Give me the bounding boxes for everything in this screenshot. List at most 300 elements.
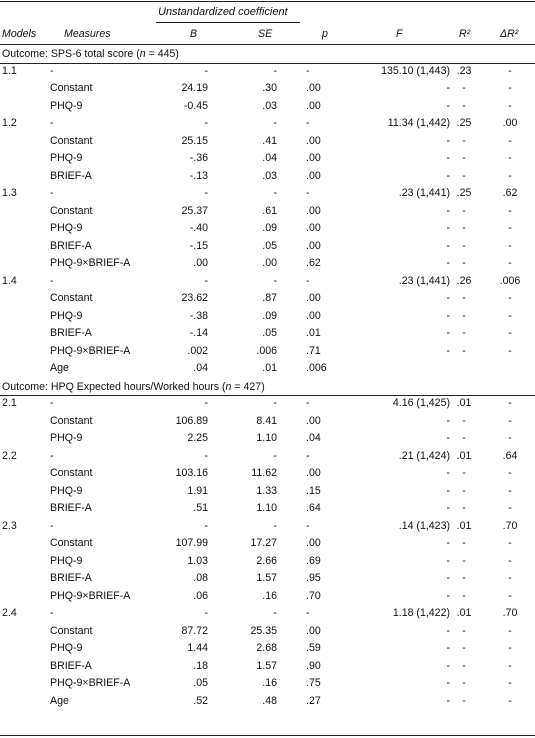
- cell-measure: -: [50, 117, 54, 129]
- cell-f: -: [446, 169, 450, 182]
- cell-b: 87.72: [181, 624, 208, 637]
- cell-delta-r2: -: [508, 134, 512, 147]
- cell-delta-r2: -: [508, 554, 512, 567]
- cell-delta-r2: -: [508, 414, 512, 427]
- cell-se: .41: [262, 134, 277, 147]
- cell-se: 8.41: [256, 414, 277, 427]
- cell-b: 103.16: [175, 467, 208, 479]
- header-r2: R²: [459, 28, 471, 40]
- cell-se: 25.35: [250, 624, 277, 637]
- cell-f: 1.18 (1,422): [392, 607, 450, 619]
- table-row: [0, 675, 535, 692]
- cell-p: .04: [306, 432, 321, 444]
- cell-measure: -: [50, 64, 54, 77]
- cell-delta-r2: -: [508, 64, 512, 77]
- cell-f: 11.34 (1,442): [387, 117, 450, 129]
- cell-f: -: [446, 624, 450, 637]
- cell-f: 135.10 (1,443): [381, 64, 450, 77]
- header-models: Models: [2, 28, 37, 40]
- cell-r2: -: [462, 484, 466, 497]
- cell-p: .69: [306, 554, 321, 567]
- table-row: [0, 465, 535, 482]
- cell-f: -: [446, 292, 450, 304]
- cell-b: -: [204, 397, 208, 409]
- cell-measure: BRIEF-A: [50, 239, 92, 252]
- cell-b: -.13: [189, 169, 208, 182]
- cell-se: 2.68: [256, 642, 277, 654]
- cell-f: -: [446, 344, 450, 357]
- header-rule: [0, 44, 535, 45]
- cell-r2: -: [462, 677, 466, 689]
- cell-f: -: [446, 309, 450, 322]
- cell-f: -: [446, 572, 450, 584]
- cell-model: 1.2: [2, 117, 17, 129]
- cell-delta-r2: -: [508, 344, 512, 357]
- cell-p: .70: [306, 589, 321, 602]
- cell-r2: -: [462, 537, 466, 549]
- cell-se: .03: [262, 169, 277, 182]
- cell-p: -: [306, 519, 310, 532]
- cell-measure: PHQ-9: [50, 432, 83, 444]
- cell-p: .00: [306, 99, 321, 112]
- cell-p: .00: [306, 134, 321, 147]
- cell-r2: -: [462, 222, 466, 234]
- cell-b: .04: [193, 362, 208, 374]
- cell-b: .002: [187, 344, 208, 357]
- cell-p: .00: [306, 624, 321, 637]
- cell-delta-r2: -: [508, 309, 512, 322]
- table-row: [0, 413, 535, 430]
- cell-measure: PHQ-9: [50, 554, 83, 567]
- table-row: [0, 325, 535, 342]
- cell-b: -: [204, 519, 208, 532]
- cell-r2: -: [462, 99, 466, 112]
- cell-se: .48: [262, 694, 277, 707]
- cell-r2: -: [462, 642, 466, 654]
- cell-p: -: [306, 607, 310, 619]
- cell-delta-r2: .62: [502, 187, 518, 199]
- table-row: [0, 343, 535, 360]
- cell-r2: .25: [456, 117, 472, 129]
- cell-model: 2.4: [2, 607, 17, 619]
- cell-measure: -: [50, 274, 54, 287]
- cell-f: .21 (1,424): [398, 449, 450, 462]
- cell-r2: -: [462, 502, 466, 514]
- cell-se: .00: [262, 257, 277, 269]
- cell-measure: BRIEF-A: [50, 659, 92, 672]
- cell-delta-r2: -: [508, 292, 512, 304]
- cell-f: -: [446, 414, 450, 427]
- cell-f: -: [446, 432, 450, 444]
- section-title: Outcome: HPQ Expected hours/Worked hours (n = 427): [2, 380, 265, 393]
- cell-b: -: [204, 449, 208, 462]
- cell-b: 1.91: [187, 484, 208, 497]
- cell-r2: .23: [456, 64, 472, 77]
- cell-r2: -: [462, 292, 466, 304]
- cell-p: -: [306, 64, 310, 77]
- cell-r2: -: [462, 309, 466, 322]
- cell-r2: -: [462, 169, 466, 182]
- cell-r2: .01: [456, 519, 472, 532]
- cell-f: -: [446, 152, 450, 164]
- cell-delta-r2: -: [508, 432, 512, 444]
- cell-r2: -: [462, 624, 466, 637]
- cell-se: 1.57: [256, 659, 277, 672]
- cell-delta-r2: .70: [502, 519, 518, 532]
- cell-delta-r2: -: [508, 152, 512, 164]
- table-row: [0, 553, 535, 570]
- cell-delta-r2: -: [508, 169, 512, 182]
- cell-p: .00: [306, 222, 321, 234]
- cell-f: -: [446, 642, 450, 654]
- cell-b: -: [204, 607, 208, 619]
- table-row: [0, 500, 535, 517]
- cell-se: .05: [262, 239, 277, 252]
- section-title: Outcome: SPS-6 total score (n = 445): [2, 48, 179, 60]
- cell-r2: -: [462, 239, 466, 252]
- cell-delta-r2: -: [508, 204, 512, 217]
- cell-measure: Constant: [50, 82, 93, 94]
- cell-b: 23.62: [181, 292, 208, 304]
- cell-se: .87: [262, 292, 277, 304]
- cell-delta-r2: .00: [502, 117, 518, 129]
- cell-delta-r2: -: [508, 589, 512, 602]
- cell-f: -: [446, 99, 450, 112]
- cell-f: -: [446, 659, 450, 672]
- cell-delta-r2: -: [508, 572, 512, 584]
- cell-p: .95: [306, 572, 321, 584]
- cell-p: .00: [306, 537, 321, 549]
- cell-measure: Constant: [50, 414, 93, 427]
- cell-b: 1.44: [187, 642, 208, 654]
- cell-delta-r2: -: [508, 99, 512, 112]
- cell-f: .23 (1,441): [398, 187, 450, 199]
- cell-delta-r2: -: [508, 257, 512, 269]
- table-row: [0, 63, 535, 80]
- cell-r2: .01: [456, 607, 472, 619]
- cell-measure: Constant: [50, 204, 93, 217]
- table-row: [0, 238, 535, 255]
- cell-delta-r2: -: [508, 239, 512, 252]
- top-rule: [0, 1, 535, 2]
- cell-measure: BRIEF-A: [50, 572, 92, 584]
- cell-b: 1.03: [187, 554, 208, 567]
- cell-se: 1.33: [256, 484, 277, 497]
- cell-p: .006: [306, 362, 327, 374]
- cell-f: -: [446, 239, 450, 252]
- table-row: [0, 80, 535, 97]
- cell-r2: .01: [456, 449, 472, 462]
- table-row: [0, 168, 535, 185]
- cell-b: 25.37: [181, 204, 208, 217]
- header-b: B: [190, 28, 198, 40]
- cell-measure: PHQ-9×BRIEF-A: [50, 344, 131, 357]
- header-p: p: [322, 28, 328, 40]
- cell-b: 24.19: [181, 82, 208, 94]
- cell-delta-r2: -: [508, 484, 512, 497]
- cell-r2: -: [462, 589, 466, 602]
- cell-se: .09: [262, 309, 277, 322]
- cell-f: 4.16 (1,425): [392, 397, 450, 409]
- cell-se: .03: [262, 99, 277, 112]
- table-row: [0, 518, 535, 535]
- cell-r2: -: [462, 344, 466, 357]
- cell-se: -: [273, 274, 277, 287]
- cell-r2: -: [462, 414, 466, 427]
- cell-b: .00: [193, 257, 208, 269]
- table-row: [0, 448, 535, 465]
- cell-p: .90: [306, 659, 321, 672]
- cell-p: .15: [306, 484, 321, 497]
- cell-f: .23 (1,441): [398, 274, 450, 287]
- cell-measure: PHQ-9: [50, 99, 83, 112]
- cell-r2: .25: [456, 187, 472, 199]
- cell-b: -.40: [189, 222, 208, 234]
- cell-delta-r2: -: [508, 624, 512, 637]
- table-row: [0, 535, 535, 552]
- table-row: [0, 360, 535, 377]
- cell-r2: -: [462, 694, 466, 707]
- cell-se: 17.27: [250, 537, 277, 549]
- table-row: [0, 395, 535, 412]
- cell-measure: PHQ-9×BRIEF-A: [50, 677, 131, 689]
- cell-r2: -: [462, 572, 466, 584]
- table-row: [0, 133, 535, 150]
- cell-delta-r2: -: [508, 694, 512, 707]
- cell-p: -: [306, 187, 310, 199]
- table-row: [0, 185, 535, 202]
- cell-f: -: [446, 502, 450, 514]
- table-row: [0, 220, 535, 237]
- cell-se: -: [273, 117, 277, 129]
- cell-measure: -: [50, 607, 54, 619]
- header-measures: Measures: [64, 28, 111, 40]
- cell-f: -: [446, 327, 450, 339]
- cell-b: -.15: [189, 239, 208, 252]
- cell-measure: PHQ-9: [50, 152, 83, 164]
- cell-p: .75: [306, 677, 321, 689]
- cell-se: .01: [262, 362, 277, 374]
- cell-f: -: [446, 589, 450, 602]
- cell-measure: Constant: [50, 292, 93, 304]
- cell-b: -: [204, 117, 208, 129]
- cell-se: .09: [262, 222, 277, 234]
- cell-measure: Age: [50, 362, 69, 374]
- cell-b: 107.99: [175, 537, 208, 549]
- cell-r2: -: [462, 152, 466, 164]
- cell-measure: -: [50, 187, 54, 199]
- cell-r2: .26: [456, 274, 472, 287]
- cell-delta-r2: -: [508, 502, 512, 514]
- cell-se: -: [273, 397, 277, 409]
- cell-r2: -: [462, 554, 466, 567]
- table-row: [0, 693, 535, 710]
- cell-se: 11.62: [251, 467, 277, 479]
- cell-f: -: [446, 467, 450, 479]
- cell-b: .51: [193, 502, 208, 514]
- cell-b: -.36: [189, 152, 208, 164]
- cell-b: 25.15: [181, 134, 208, 147]
- cell-p: .01: [306, 327, 321, 339]
- cell-measure: BRIEF-A: [50, 502, 92, 514]
- cell-delta-r2: .70: [502, 607, 518, 619]
- cell-b: -.14: [189, 327, 208, 339]
- coefficient-group-rule: [156, 22, 300, 23]
- table-row: [0, 588, 535, 605]
- cell-se: .61: [262, 204, 277, 217]
- cell-r2: .01: [456, 397, 472, 409]
- cell-p: .00: [306, 82, 321, 94]
- cell-delta-r2: -: [508, 82, 512, 94]
- cell-measure: BRIEF-A: [50, 327, 92, 339]
- cell-p: .71: [306, 344, 321, 357]
- cell-f: -: [446, 694, 450, 707]
- cell-f: -: [446, 484, 450, 497]
- cell-se: .006: [256, 344, 277, 357]
- cell-se: .16: [262, 589, 277, 602]
- cell-measure: Age: [50, 694, 69, 707]
- cell-se: -: [273, 64, 277, 77]
- cell-f: -: [446, 222, 450, 234]
- cell-r2: -: [462, 257, 466, 269]
- cell-b: .06: [193, 589, 208, 602]
- cell-r2: -: [462, 134, 466, 147]
- cell-se: -: [273, 449, 277, 462]
- cell-p: -: [306, 449, 310, 462]
- cell-p: .00: [306, 292, 321, 304]
- cell-b: -0.45: [183, 99, 208, 112]
- cell-f: -: [446, 537, 450, 549]
- cell-se: 1.10: [256, 502, 277, 514]
- cell-se: 1.10: [256, 432, 277, 444]
- cell-measure: PHQ-9×BRIEF-A: [50, 257, 131, 269]
- cell-f: -: [446, 257, 450, 269]
- cell-measure: Constant: [50, 624, 93, 637]
- cell-model: 2.3: [2, 519, 17, 532]
- table-row: [0, 255, 535, 272]
- table-row: [0, 623, 535, 640]
- cell-p: .59: [306, 642, 321, 654]
- cell-delta-r2: -: [508, 537, 512, 549]
- cell-p: .00: [306, 169, 321, 182]
- cell-b: -: [204, 274, 208, 287]
- cell-f: -: [446, 554, 450, 567]
- table-row: [0, 150, 535, 167]
- cell-measure: PHQ-9×BRIEF-A: [50, 589, 131, 602]
- cell-p: .00: [306, 152, 321, 164]
- table-row: [0, 430, 535, 447]
- cell-p: .00: [306, 204, 321, 217]
- table-row: [0, 570, 535, 587]
- cell-measure: -: [50, 397, 54, 409]
- header-coefficient-group: Unstandardized coefficient: [158, 6, 288, 18]
- cell-delta-r2: -: [508, 659, 512, 672]
- cell-r2: -: [462, 327, 466, 339]
- cell-b: 106.89: [175, 414, 208, 427]
- cell-model: 1.3: [2, 187, 17, 199]
- cell-f: -: [446, 204, 450, 217]
- table-row: [0, 203, 535, 220]
- cell-delta-r2: -: [508, 327, 512, 339]
- cell-r2: -: [462, 204, 466, 217]
- cell-se: .05: [262, 327, 277, 339]
- header-delta-r2: ΔR²: [500, 28, 519, 40]
- cell-se: -: [273, 187, 277, 199]
- table-row: [0, 640, 535, 657]
- cell-b: .08: [193, 572, 208, 584]
- cell-model: 2.1: [2, 397, 17, 409]
- cell-p: .00: [306, 309, 321, 322]
- cell-b: -: [204, 187, 208, 199]
- table-row: [0, 605, 535, 622]
- cell-se: -: [273, 519, 277, 532]
- cell-measure: PHQ-9: [50, 309, 83, 322]
- bottom-rule: [0, 735, 535, 736]
- cell-delta-r2: -: [508, 677, 512, 689]
- cell-measure: BRIEF-A: [50, 169, 92, 182]
- table-row: [0, 115, 535, 132]
- cell-measure: PHQ-9: [50, 642, 83, 654]
- cell-delta-r2: -: [508, 467, 512, 479]
- cell-measure: -: [50, 449, 54, 462]
- cell-se: .16: [262, 677, 277, 689]
- cell-b: .05: [193, 677, 208, 689]
- table-row: [0, 273, 535, 290]
- cell-model: 1.4: [2, 274, 17, 287]
- cell-p: .62: [306, 257, 321, 269]
- header-se: SE: [258, 28, 273, 40]
- cell-model: 1.1: [2, 64, 17, 77]
- cell-b: .18: [193, 659, 208, 672]
- cell-f: -: [446, 134, 450, 147]
- cell-b: .52: [193, 694, 208, 707]
- cell-measure: Constant: [50, 134, 93, 147]
- cell-p: -: [306, 117, 310, 129]
- cell-se: .04: [262, 152, 277, 164]
- cell-f: -: [446, 82, 450, 94]
- cell-delta-r2: .64: [502, 449, 518, 462]
- cell-p: .00: [306, 414, 321, 427]
- cell-r2: -: [462, 659, 466, 672]
- cell-se: 1.57: [256, 572, 277, 584]
- cell-p: .00: [306, 239, 321, 252]
- cell-p: .64: [306, 502, 321, 514]
- cell-p: .00: [306, 467, 321, 479]
- cell-f: -: [446, 677, 450, 689]
- cell-measure: -: [50, 519, 54, 532]
- table-row: [0, 98, 535, 115]
- cell-se: -: [273, 607, 277, 619]
- table-row: [0, 308, 535, 325]
- cell-se: .30: [262, 82, 277, 94]
- cell-p: -: [306, 397, 310, 409]
- table-row: [0, 290, 535, 307]
- cell-delta-r2: -: [508, 222, 512, 234]
- cell-f: .14 (1,423): [398, 519, 450, 532]
- table-row: [0, 483, 535, 500]
- cell-measure: Constant: [50, 537, 93, 549]
- cell-r2: -: [462, 467, 466, 479]
- cell-r2: -: [462, 82, 466, 94]
- cell-delta-r2: -: [508, 397, 512, 409]
- cell-b: 2.25: [187, 432, 208, 444]
- cell-b: -: [204, 64, 208, 77]
- cell-r2: -: [462, 432, 466, 444]
- table-row: [0, 658, 535, 675]
- cell-measure: PHQ-9: [50, 484, 83, 497]
- cell-b: -.38: [189, 309, 208, 322]
- cell-delta-r2: .006: [499, 274, 521, 287]
